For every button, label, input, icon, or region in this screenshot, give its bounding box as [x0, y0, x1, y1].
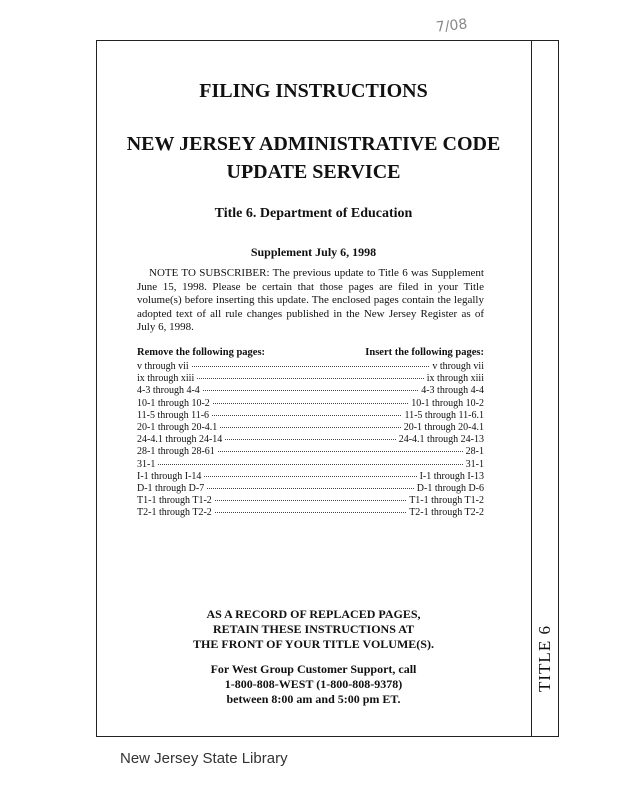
list-item — [137, 434, 484, 446]
handwritten-note: 7/08 — [435, 16, 469, 36]
dot-leader — [207, 488, 414, 489]
list-item — [137, 410, 484, 422]
insert-range: 28-1 — [465, 446, 484, 458]
insert-range: T2-1 through T2-2 — [409, 507, 484, 519]
list-item — [137, 446, 484, 458]
remove-range: D-1 through D-7 — [137, 482, 205, 494]
dot-leader — [203, 390, 418, 391]
insert-range: T1-1 through T1-2 — [409, 495, 484, 507]
list-item — [137, 398, 484, 410]
list-item — [137, 361, 484, 373]
page-list — [137, 361, 484, 519]
remove-range: 24-4.1 through 24-14 — [137, 434, 223, 446]
retain-line: AS A RECORD OF REPLACED PAGES, — [206, 607, 421, 621]
supplement-date: Supplement July 6, 1998 — [250, 245, 377, 259]
dot-leader — [204, 476, 416, 477]
dot-leader — [192, 366, 430, 367]
insert-range: 24-4.1 through 24-13 — [398, 434, 484, 446]
insert-range: 31-1 — [465, 458, 484, 470]
code-title-line1: NEW JERSEY ADMINISTRATIVE CODE — [126, 133, 501, 155]
retain-instructions — [96, 607, 531, 652]
support-phone: 1-800-808-WEST (1-800-808-9378) — [224, 677, 403, 691]
code-title-line2: UPDATE SERVICE — [226, 161, 401, 183]
dot-leader — [215, 512, 406, 513]
list-item — [137, 459, 484, 471]
remove-range: 20-1 through 20-4.1 — [137, 421, 218, 433]
insert-range: 11-5 through 11-6.1 — [404, 409, 484, 421]
support-hours: between 8:00 am and 5:00 pm ET. — [226, 692, 401, 706]
list-item — [137, 422, 484, 434]
insert-header: Insert the following pages: — [365, 347, 484, 358]
side-tab-label: TITLE 6 — [535, 625, 554, 692]
remove-range: 28-1 through 28-61 — [137, 446, 215, 458]
list-item — [137, 507, 484, 519]
remove-range: I-1 through I-14 — [137, 470, 202, 482]
remove-range: ix through xiii — [137, 373, 195, 385]
code-title — [96, 130, 531, 186]
list-item — [137, 471, 484, 483]
customer-support — [96, 662, 531, 707]
remove-range: 10-1 through 10-2 — [137, 397, 210, 409]
remove-range: 31-1 — [137, 458, 156, 470]
remove-range: T1-1 through T1-2 — [137, 495, 212, 507]
list-item — [137, 495, 484, 507]
retain-line: RETAIN THESE INSTRUCTIONS AT — [212, 622, 415, 636]
support-line: For West Group Customer Support, call — [210, 662, 417, 676]
remove-range: T2-1 through T2-2 — [137, 507, 212, 519]
list-item — [137, 373, 484, 385]
remove-range: v through vii — [137, 361, 189, 372]
dot-leader — [158, 464, 462, 465]
title-number: Title 6. Department of Education — [214, 206, 413, 221]
insert-range: 4-3 through 4-4 — [421, 385, 484, 397]
insert-range: I-1 through I-13 — [419, 470, 484, 482]
dot-leader — [212, 415, 401, 416]
remove-range: 4-3 through 4-4 — [137, 385, 200, 397]
retain-line: THE FRONT OF YOUR TITLE VOLUME(S). — [193, 637, 434, 651]
remove-header: Remove the following pages: — [137, 347, 266, 358]
list-item — [137, 483, 484, 495]
dot-leader — [225, 439, 395, 440]
insert-range: D-1 through D-6 — [416, 482, 484, 494]
remove-range: 11-5 through 11-6 — [137, 409, 210, 421]
insert-range: 10-1 through 10-2 — [411, 397, 484, 409]
library-stamp: New Jersey State Library — [120, 750, 288, 767]
dot-leader — [218, 451, 463, 452]
dot-leader — [197, 378, 424, 379]
dot-leader — [220, 427, 400, 428]
subscriber-note: NOTE TO SUBSCRIBER: The previous update to Title 6 was Supplement June 15, 1998. Please be certain that those pages are filed in your Title volume(s) before inserting this update. The enclosed pages contain the legally adopted text of all rule changes published in the New Jersey Register as of July 6, 1998. — [137, 267, 484, 333]
insert-range: 20-1 through 20-4.1 — [403, 421, 484, 433]
list-item — [137, 385, 484, 397]
page-title: FILING INSTRUCTIONS — [199, 80, 428, 102]
insert-range: v through vii — [432, 361, 484, 372]
dot-leader — [215, 500, 406, 501]
dot-leader — [213, 403, 408, 404]
insert-range: ix through xiii — [426, 373, 484, 385]
